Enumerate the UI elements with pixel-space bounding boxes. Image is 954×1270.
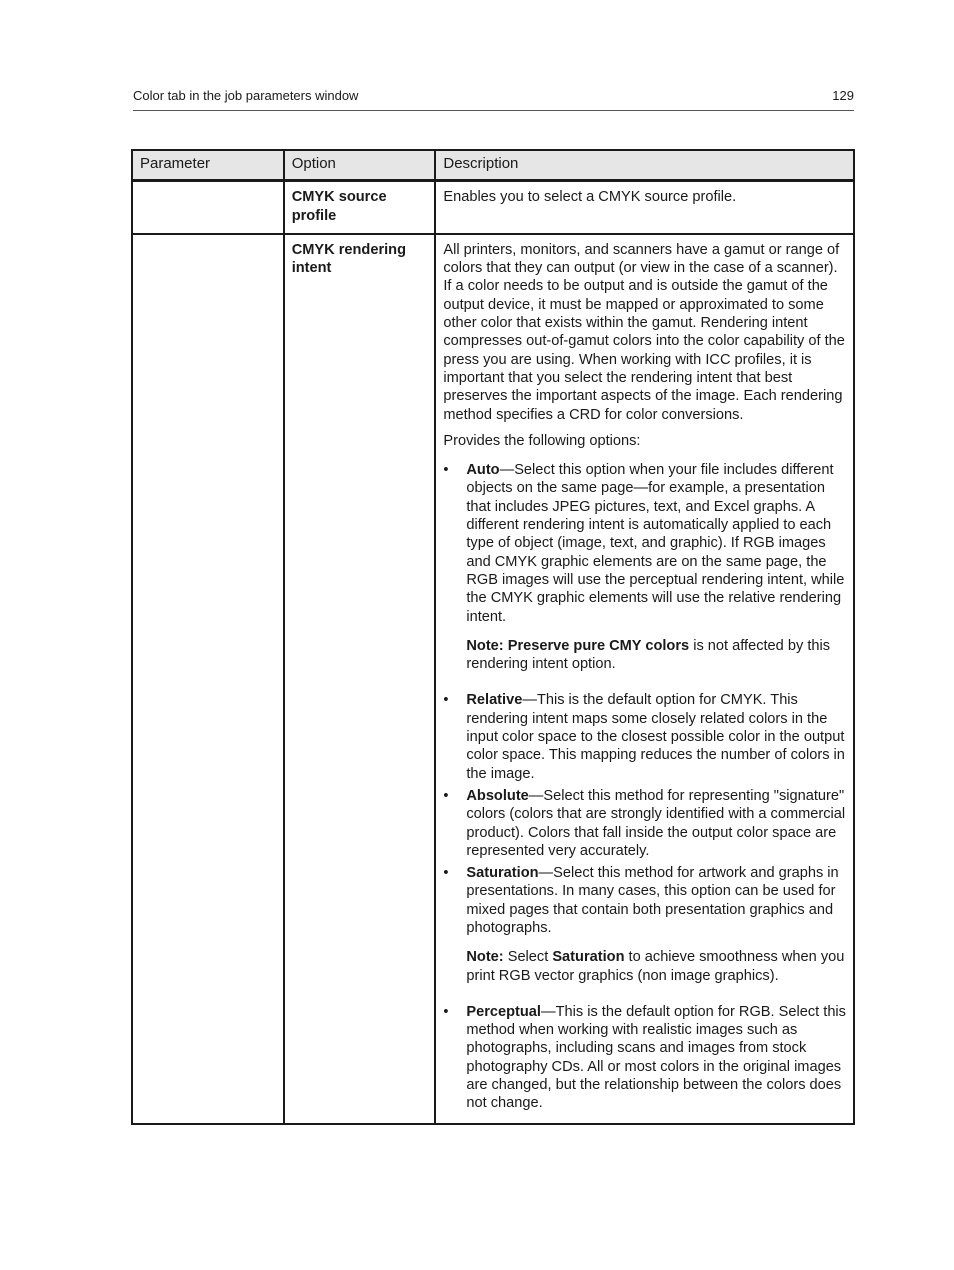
list-item xyxy=(443,1003,846,1113)
note-label: Note: xyxy=(466,949,504,966)
parameter-cell xyxy=(132,234,284,1124)
note-text: to achieve smoothness when you print RGB vector graphics (non image graphics). xyxy=(466,949,845,984)
table-header-row xyxy=(132,150,854,181)
option-cell: CMYK source profile xyxy=(284,181,436,234)
list-item xyxy=(443,691,846,782)
column-header-parameter: Parameter xyxy=(132,150,284,181)
option-text: —This is the default option for CMYK. This rendering intent maps some closely related colors in the input color space to the closest possible color in the output color space. This mapping reduces the number of colors in the image. xyxy=(466,692,845,782)
option-text: —Select this method for representing "signature" colors (colors that are strongly identified with a commercial product). Colors that fall inside the output color space are represented very accurately. xyxy=(466,787,846,859)
note-bold: Saturation xyxy=(552,949,625,966)
options-intro: Provides the following options: xyxy=(443,432,641,449)
page-number: 129 xyxy=(832,88,854,103)
column-header-description: Description xyxy=(435,150,854,181)
option-cell: CMYK rendering intent xyxy=(284,234,436,1124)
option-name: Perceptual xyxy=(466,1003,541,1020)
description-cell: Enables you to select a CMYK source profile. xyxy=(435,181,854,234)
option-name: Relative xyxy=(466,692,523,709)
running-header-title: Color tab in the job parameters window xyxy=(133,88,359,103)
list-item xyxy=(443,864,846,985)
parameters-table xyxy=(131,149,855,1125)
option-text: —Select this method for artwork and graphs in presentations. In many cases, this option can be used for mixed pages that contain both presentation graphics and photographs. xyxy=(466,865,839,936)
list-item xyxy=(443,461,846,673)
option-text: —Select this option when your file includes different objects on the same page—for example, a presentation that includes JPEG pictures, text, and Excel graphs. A different rendering intent is automatically applied to each type of object (image, text, and graphic). If RGB images and CMYK graphic elements are on the same page, the RGB images will use the perceptual rendering intent, while the CMYK graphic elements will use the relative rendering intent. xyxy=(466,462,845,625)
parameter-cell xyxy=(132,181,284,234)
option-name: Absolute xyxy=(466,787,529,804)
option-name: Auto xyxy=(466,462,500,479)
column-header-option: Option xyxy=(284,150,436,181)
note-label: Note: Preserve pure CMY colors xyxy=(466,637,690,654)
page-header xyxy=(133,88,854,111)
table-row xyxy=(132,181,854,234)
list-item xyxy=(443,787,846,860)
option-name: Saturation xyxy=(466,865,539,882)
option-text: —This is the default option for RGB. Select this method when working with realistic images such as photographs, including scans and images from stock photography CDs. All or most colors in the original images are changed, but the relationship between the colors does not change. xyxy=(466,1003,846,1112)
note-text: is not affected by this rendering intent option. xyxy=(466,637,831,673)
options-list xyxy=(443,461,846,1113)
note xyxy=(466,637,846,674)
note xyxy=(466,948,846,985)
description-intro: All printers, monitors, and scanners have a gamut or range of colors that they can output (or view in the case of a scanner). If a color needs to be output and is outside the gamut of the output device, it must be mapped or approximated to some other color that exists within the gamut. Rendering intent compresses out-of-gamut colors into the color capability of the press you are using. When working with ICC profiles, it is important that you select the rendering intent that best preserves the important aspects of the image. Each rendering method specifies a CRD for color conversions. xyxy=(443,241,845,423)
note-text: Select xyxy=(503,949,553,966)
description-cell xyxy=(435,234,854,1124)
table-row xyxy=(132,234,854,1124)
